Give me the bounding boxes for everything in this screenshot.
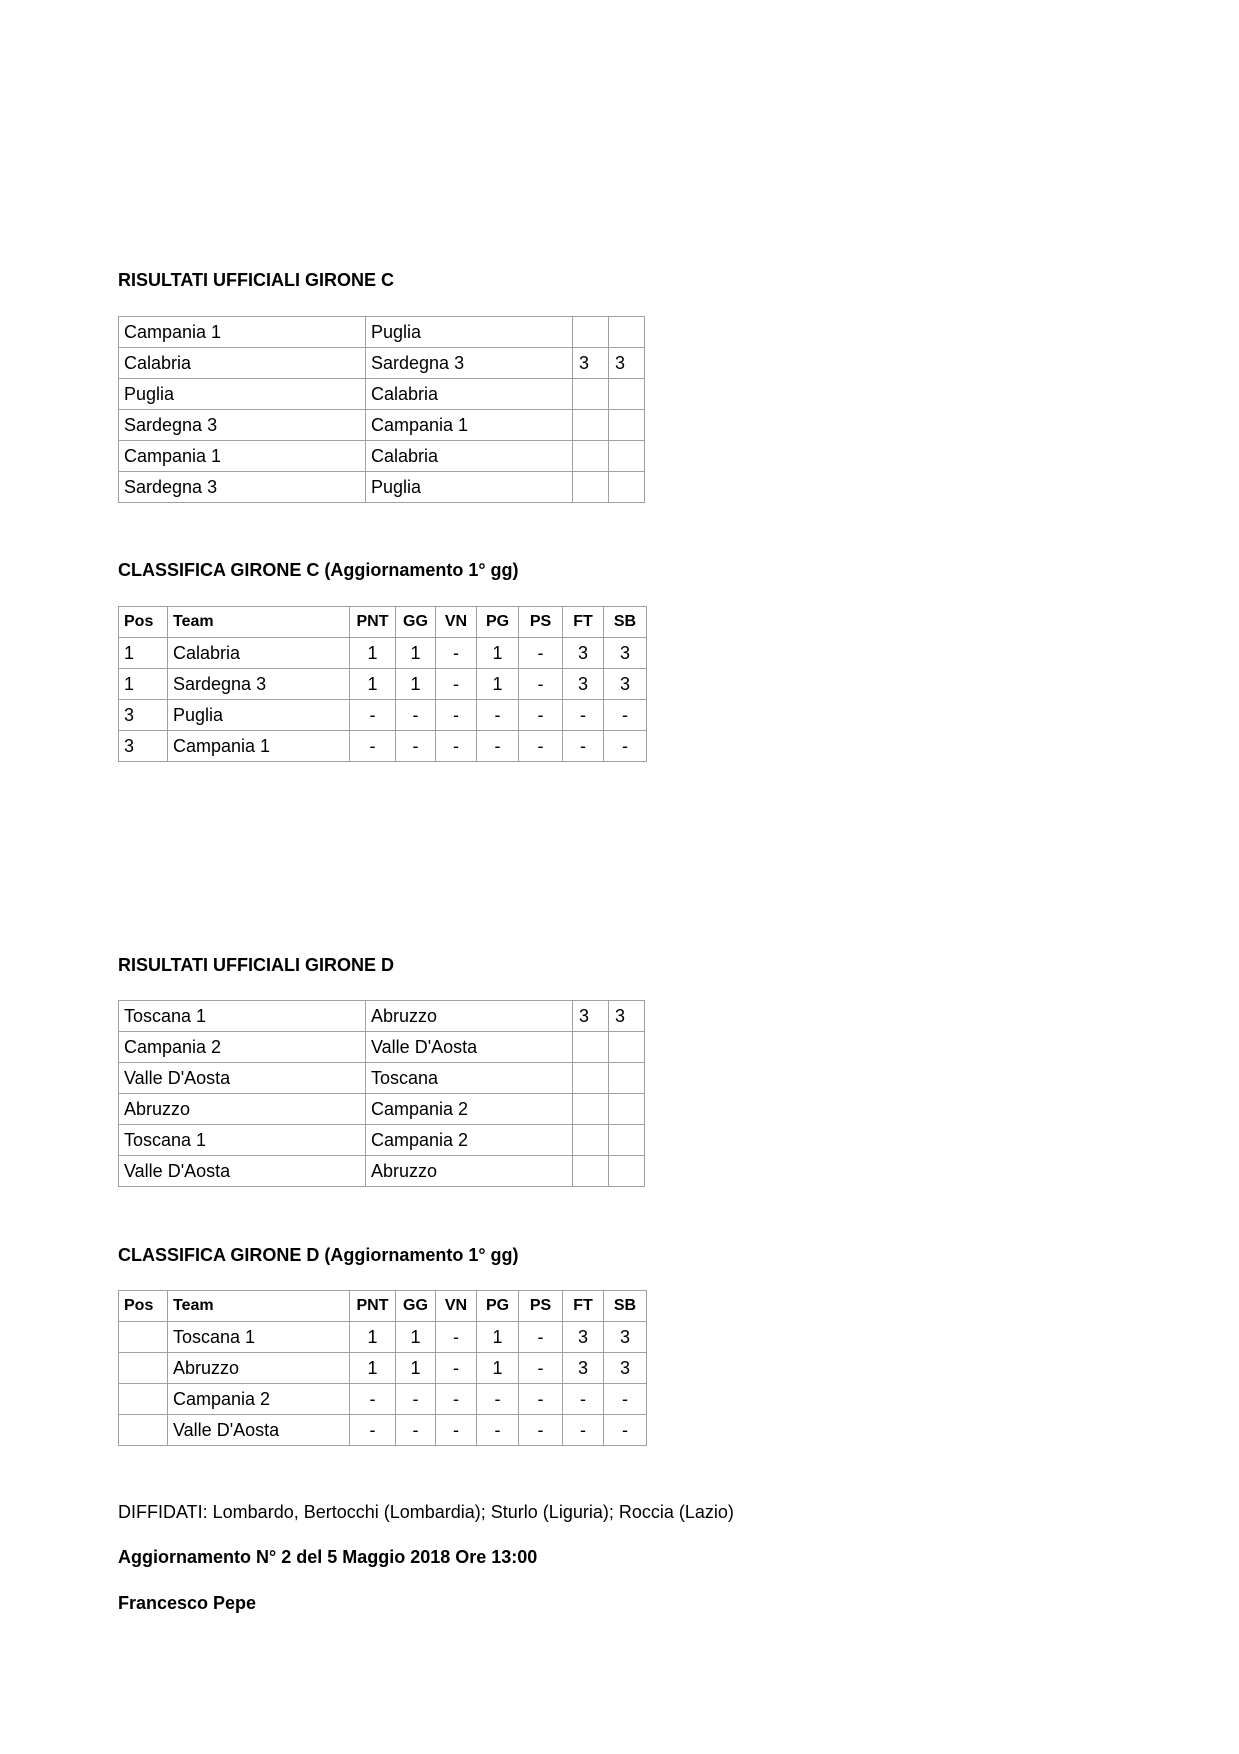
home-team: Valle D'Aosta — [119, 1156, 366, 1187]
stat-cell: 1 — [396, 638, 436, 669]
position: 3 — [119, 731, 168, 762]
standings-title-girone-c: CLASSIFICA GIRONE C (Aggiornamento 1° gg) — [118, 560, 519, 580]
author-signature: Francesco Pepe — [118, 1593, 257, 1613]
stat-cell: 3 — [604, 1322, 647, 1353]
team-name: Abruzzo — [168, 1353, 350, 1384]
standings-row — [119, 638, 647, 669]
team-name: Campania 1 — [168, 731, 350, 762]
results-title-girone-d: RISULTATI UFFICIALI GIRONE D — [118, 955, 394, 975]
away-score — [609, 1032, 645, 1063]
home-score — [573, 1032, 609, 1063]
standings-title-girone-d: CLASSIFICA GIRONE D (Aggiornamento 1° gg) — [118, 1245, 519, 1265]
team-name: Puglia — [168, 700, 350, 731]
column-header: Pos — [119, 607, 168, 638]
stat-cell: - — [519, 700, 563, 731]
column-header: Team — [168, 1291, 350, 1322]
position — [119, 1415, 168, 1446]
standings-table-girone-c — [118, 606, 647, 762]
away-team: Abruzzo — [366, 1001, 573, 1032]
away-team: Campania 2 — [366, 1125, 573, 1156]
away-team: Sardegna 3 — [366, 348, 573, 379]
stat-cell: 3 — [604, 1353, 647, 1384]
away-team: Calabria — [366, 441, 573, 472]
home-team: Campania 1 — [119, 317, 366, 348]
home-team: Abruzzo — [119, 1094, 366, 1125]
stat-cell: 1 — [477, 638, 519, 669]
match-row — [119, 348, 645, 379]
home-team: Toscana 1 — [119, 1001, 366, 1032]
home-team: Toscana 1 — [119, 1125, 366, 1156]
away-score — [609, 472, 645, 503]
stat-cell: 1 — [350, 1353, 396, 1384]
match-row — [119, 317, 645, 348]
away-team: Calabria — [366, 379, 573, 410]
stat-cell: - — [563, 700, 604, 731]
away-team: Puglia — [366, 317, 573, 348]
standings-table-girone-d — [118, 1290, 647, 1446]
results-table-girone-c — [118, 316, 645, 503]
column-header: Pos — [119, 1291, 168, 1322]
column-header: FT — [563, 607, 604, 638]
home-score — [573, 1094, 609, 1125]
stat-cell: 3 — [604, 638, 647, 669]
team-name: Valle D'Aosta — [168, 1415, 350, 1446]
column-header: PS — [519, 607, 563, 638]
stat-cell: - — [436, 1353, 477, 1384]
stat-cell: - — [519, 669, 563, 700]
column-header: GG — [396, 1291, 436, 1322]
stat-cell: - — [519, 1322, 563, 1353]
match-row — [119, 1063, 645, 1094]
match-row — [119, 379, 645, 410]
standings-row — [119, 1322, 647, 1353]
stat-cell: - — [604, 700, 647, 731]
home-score — [573, 410, 609, 441]
position: 1 — [119, 669, 168, 700]
away-score — [609, 1063, 645, 1094]
stat-cell: - — [396, 700, 436, 731]
stat-cell: - — [563, 1384, 604, 1415]
away-score: 3 — [609, 348, 645, 379]
home-score — [573, 1156, 609, 1187]
stat-cell: - — [604, 1415, 647, 1446]
stat-cell: - — [396, 731, 436, 762]
stat-cell: 3 — [563, 1322, 604, 1353]
stat-cell: - — [436, 669, 477, 700]
away-score: 3 — [609, 1001, 645, 1032]
away-team: Abruzzo — [366, 1156, 573, 1187]
stat-cell: - — [563, 1415, 604, 1446]
standings-row — [119, 1415, 647, 1446]
home-team: Campania 2 — [119, 1032, 366, 1063]
standings-row — [119, 669, 647, 700]
away-team: Campania 2 — [366, 1094, 573, 1125]
standings-row — [119, 1353, 647, 1384]
position — [119, 1353, 168, 1384]
column-header: GG — [396, 607, 436, 638]
away-score — [609, 441, 645, 472]
home-team: Valle D'Aosta — [119, 1063, 366, 1094]
stat-cell: - — [604, 731, 647, 762]
stat-cell: - — [604, 1384, 647, 1415]
stat-cell: - — [396, 1384, 436, 1415]
stat-cell: - — [477, 700, 519, 731]
match-row — [119, 1001, 645, 1032]
stat-cell: 3 — [563, 638, 604, 669]
stat-cell: 3 — [604, 669, 647, 700]
away-team: Puglia — [366, 472, 573, 503]
stat-cell: - — [350, 1415, 396, 1446]
stat-cell: - — [436, 731, 477, 762]
away-score — [609, 410, 645, 441]
away-score — [609, 317, 645, 348]
home-score: 3 — [573, 1001, 609, 1032]
stat-cell: - — [350, 731, 396, 762]
update-note: Aggiornamento N° 2 del 5 Maggio 2018 Ore 13:00 — [118, 1547, 538, 1567]
standings-row — [119, 700, 647, 731]
column-header: VN — [436, 1291, 477, 1322]
away-team: Toscana — [366, 1063, 573, 1094]
column-header: VN — [436, 607, 477, 638]
match-row — [119, 1032, 645, 1063]
standings-header-row — [119, 1291, 647, 1322]
team-name: Calabria — [168, 638, 350, 669]
team-name: Sardegna 3 — [168, 669, 350, 700]
position — [119, 1322, 168, 1353]
home-score — [573, 317, 609, 348]
column-header: Team — [168, 607, 350, 638]
away-score — [609, 1156, 645, 1187]
stat-cell: - — [519, 1415, 563, 1446]
home-score — [573, 441, 609, 472]
away-score — [609, 1125, 645, 1156]
column-header: PNT — [350, 607, 396, 638]
stat-cell: 1 — [396, 1322, 436, 1353]
home-score: 3 — [573, 348, 609, 379]
stat-cell: - — [519, 638, 563, 669]
stat-cell: - — [436, 638, 477, 669]
stat-cell: - — [350, 1384, 396, 1415]
stat-cell: 1 — [477, 1353, 519, 1384]
match-row — [119, 1125, 645, 1156]
team-name: Campania 2 — [168, 1384, 350, 1415]
away-team: Campania 1 — [366, 410, 573, 441]
home-team: Sardegna 3 — [119, 472, 366, 503]
stat-cell: 1 — [350, 669, 396, 700]
column-header: PS — [519, 1291, 563, 1322]
stat-cell: - — [563, 731, 604, 762]
column-header: SB — [604, 1291, 647, 1322]
position: 3 — [119, 700, 168, 731]
results-title-girone-c: RISULTATI UFFICIALI GIRONE C — [118, 270, 394, 290]
stat-cell: - — [519, 1353, 563, 1384]
standings-row — [119, 1384, 647, 1415]
standings-row — [119, 731, 647, 762]
match-row — [119, 410, 645, 441]
stat-cell: - — [477, 1384, 519, 1415]
stat-cell: 1 — [396, 1353, 436, 1384]
home-score — [573, 1125, 609, 1156]
column-header: PG — [477, 1291, 519, 1322]
stat-cell: - — [477, 1415, 519, 1446]
results-table-girone-d — [118, 1000, 645, 1187]
stat-cell: 1 — [350, 638, 396, 669]
match-row — [119, 1094, 645, 1125]
match-row — [119, 472, 645, 503]
team-name: Toscana 1 — [168, 1322, 350, 1353]
stat-cell: 1 — [477, 1322, 519, 1353]
position: 1 — [119, 638, 168, 669]
match-row — [119, 1156, 645, 1187]
column-header: SB — [604, 607, 647, 638]
stat-cell: - — [436, 1415, 477, 1446]
home-team: Calabria — [119, 348, 366, 379]
home-team: Campania 1 — [119, 441, 366, 472]
home-team: Sardegna 3 — [119, 410, 366, 441]
match-row — [119, 441, 645, 472]
stat-cell: 3 — [563, 1353, 604, 1384]
away-team: Valle D'Aosta — [366, 1032, 573, 1063]
position — [119, 1384, 168, 1415]
stat-cell: - — [436, 1322, 477, 1353]
column-header: PG — [477, 607, 519, 638]
stat-cell: - — [436, 700, 477, 731]
standings-header-row — [119, 607, 647, 638]
column-header: FT — [563, 1291, 604, 1322]
stat-cell: 1 — [477, 669, 519, 700]
diffidati-note: DIFFIDATI: Lombardo, Bertocchi (Lombardia); Sturlo (Liguria); Roccia (Lazio) — [118, 1502, 734, 1522]
stat-cell: 3 — [563, 669, 604, 700]
stat-cell: - — [350, 700, 396, 731]
home-score — [573, 379, 609, 410]
home-score — [573, 472, 609, 503]
stat-cell: 1 — [350, 1322, 396, 1353]
stat-cell: - — [436, 1384, 477, 1415]
stat-cell: - — [477, 731, 519, 762]
away-score — [609, 1094, 645, 1125]
stat-cell: 1 — [396, 669, 436, 700]
stat-cell: - — [519, 731, 563, 762]
home-team: Puglia — [119, 379, 366, 410]
away-score — [609, 379, 645, 410]
home-score — [573, 1063, 609, 1094]
stat-cell: - — [396, 1415, 436, 1446]
column-header: PNT — [350, 1291, 396, 1322]
stat-cell: - — [519, 1384, 563, 1415]
